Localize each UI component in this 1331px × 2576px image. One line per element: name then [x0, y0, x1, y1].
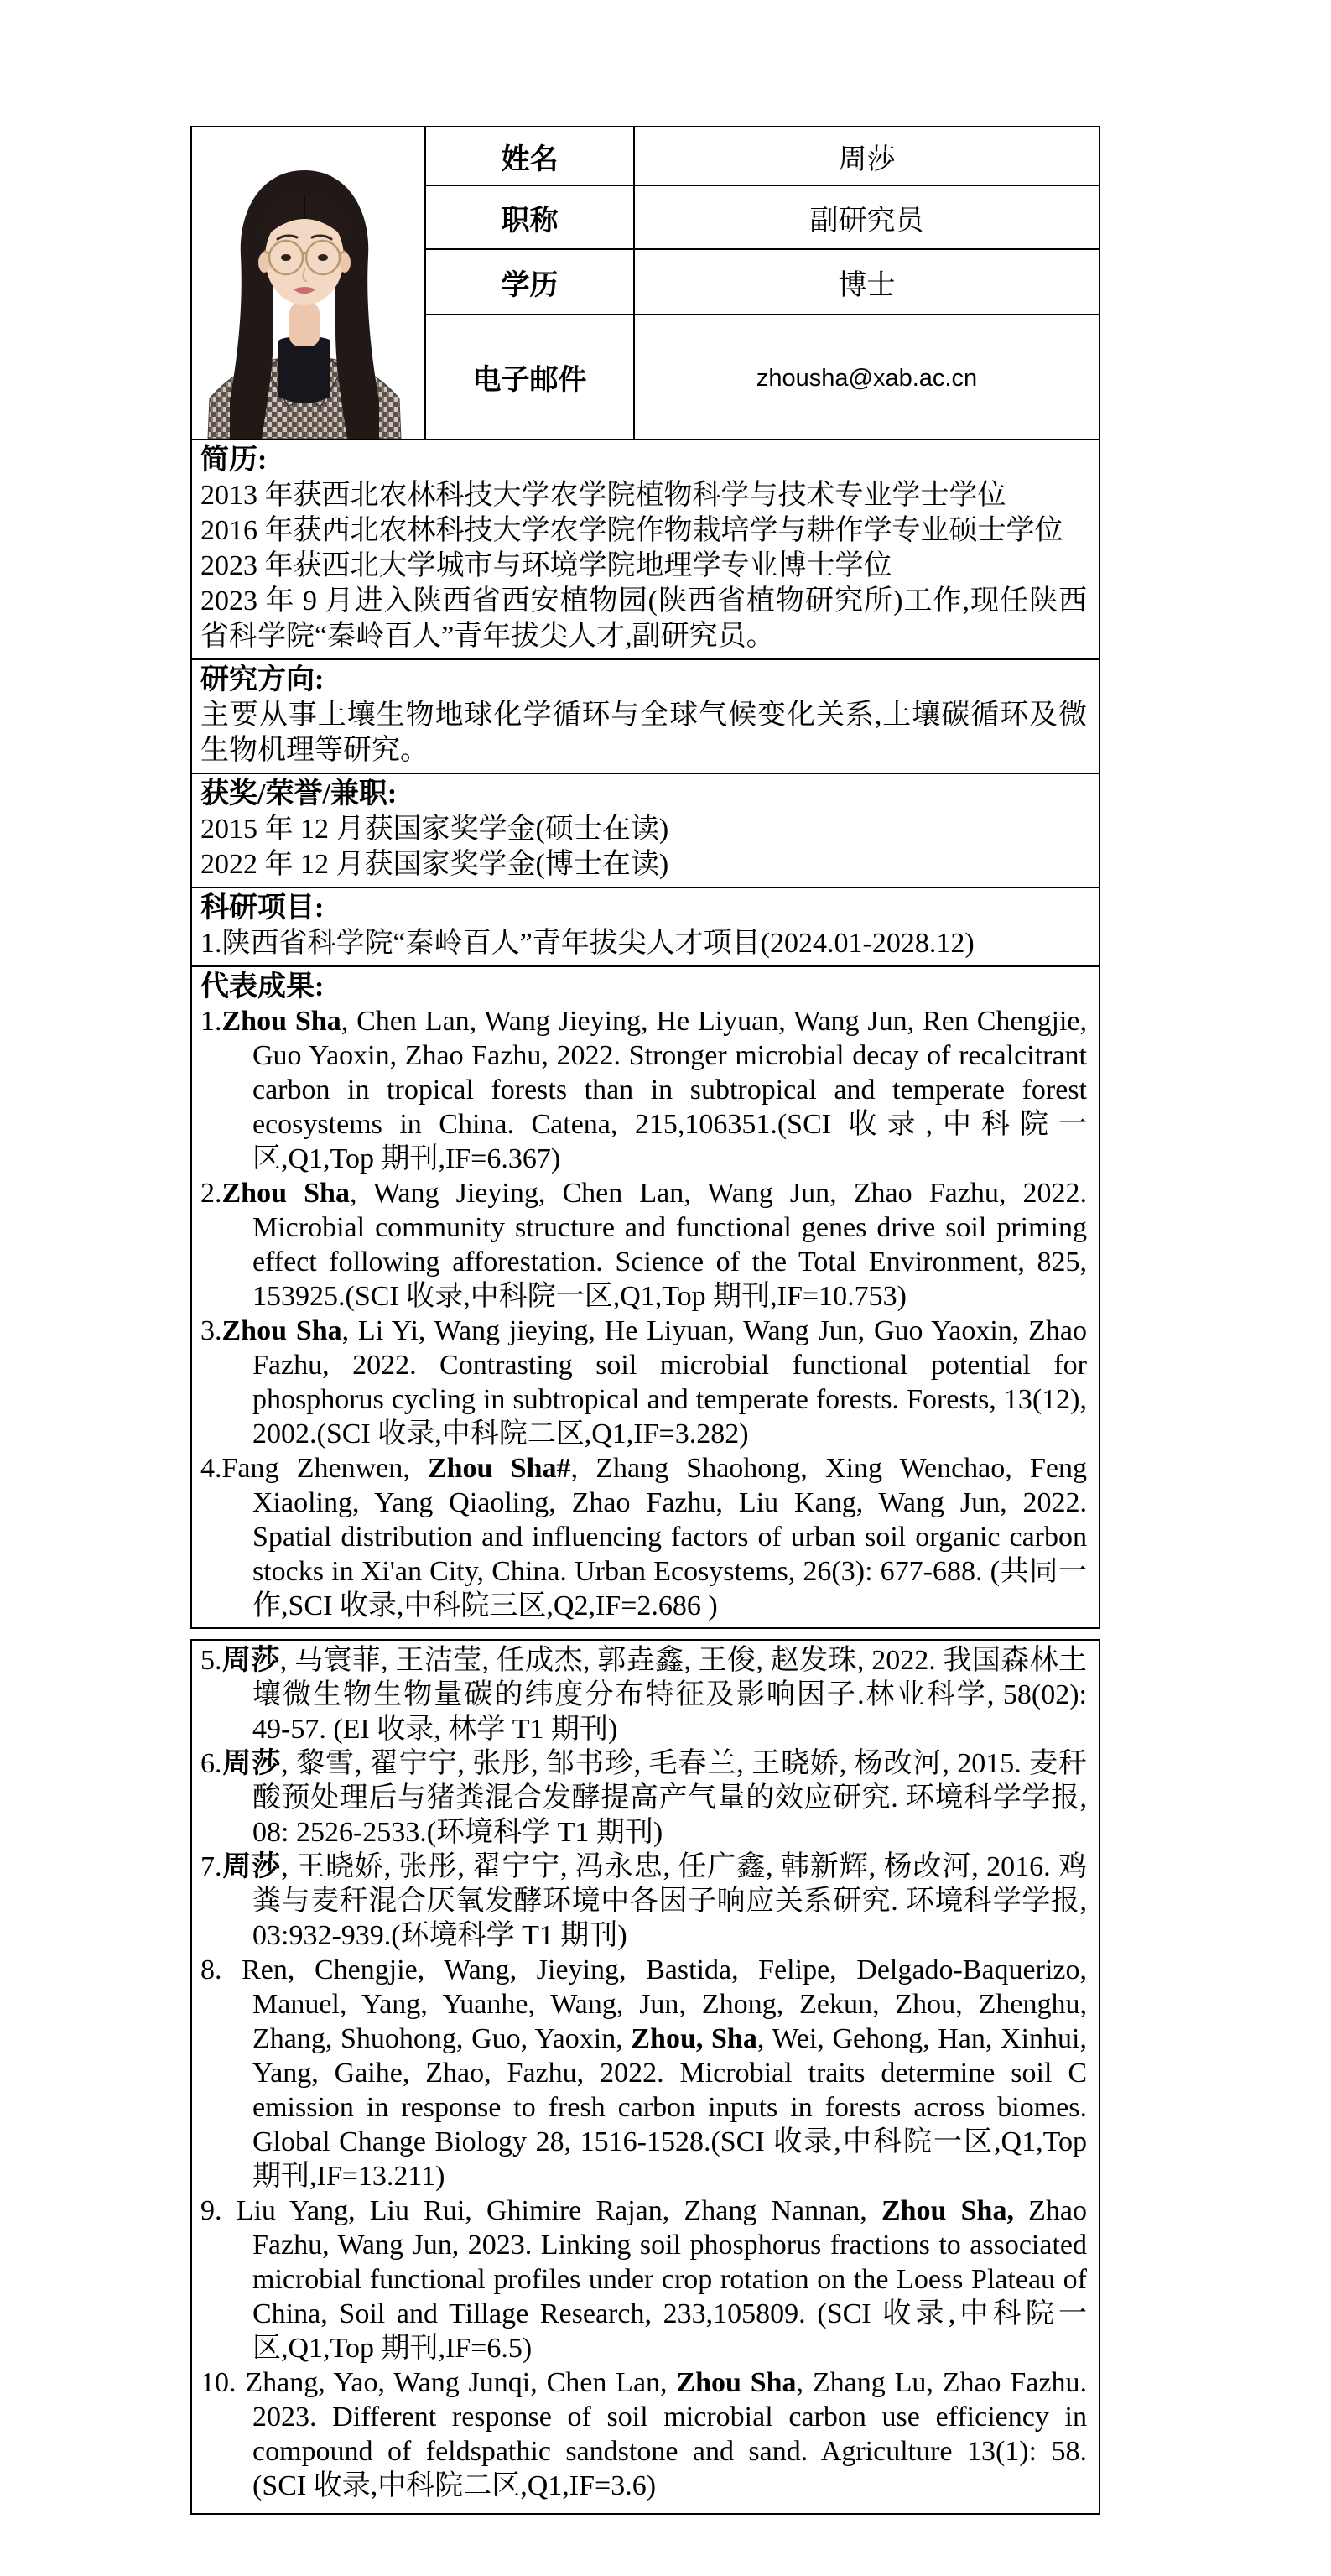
- publication-item: [200, 1953, 1087, 2194]
- profile-photo-cell: [191, 127, 425, 440]
- section-research-direction-title: 研究方向:: [200, 664, 325, 695]
- publication-author-highlight: Zhou Sha,: [881, 2195, 1014, 2226]
- publication-text: 2.: [200, 1178, 222, 1209]
- publication-text: 7.: [200, 1851, 222, 1882]
- publication-text: 9. Liu Yang, Liu Rui, Ghimire Rajan, Zhang Nannan,: [200, 2195, 881, 2226]
- field-value-degree: 博士: [634, 249, 1100, 315]
- publication-text: 1.: [200, 1006, 222, 1037]
- section-line: 1.陕西省科学院“秦岭百人”青年拔尖人才项目(2024.01-2028.12): [200, 928, 975, 959]
- publication-text: , Wei, Gehong, Han, Xinhui, Yang, Gaihe, Zhao, Fazhu, 2022. Microbial traits determine soil C emission in response to fresh carbon inputs in forests across biomes. Global Change Biology 28, 1516-1528.(SCI 收录,中科院一区,Q1,Top 期刊,IF=13.211): [252, 2023, 1088, 2192]
- publication-text: 8. Ren, Chengjie, Wang, Jieying, Bastida, Felipe, Delgado-Baquerizo, Manuel, Yang, Yuanhe, Wang, Jun, Zhong, Zekun, Zhou, Zhenghu, Zhang, Shuohong, Guo, Yaoxin,: [200, 1954, 1087, 2054]
- publication-item: [200, 1176, 1087, 1314]
- section-resume-lines: [200, 478, 1087, 654]
- publication-text: , 马寰菲, 王洁莹, 任成杰, 郭垚鑫, 王俊, 赵发珠, 2022. 我国森林土壤微生物生物量碳的纬度分布特征及影响因子.林业科学, 58(02): 49-57. (EI 收录, 林学 T1 期刊): [252, 1645, 1087, 1745]
- publication-item: [200, 2194, 1087, 2365]
- section-line: 2023 年获西北大学城市与环境学院地理学专业博士学位: [200, 550, 892, 581]
- section-line: 2022 年 12 月获国家奖学金(博士在读): [200, 849, 669, 880]
- field-label-title: 职称: [425, 185, 634, 249]
- section-projects-lines: [200, 926, 1087, 961]
- publication-list-1: [200, 1004, 1087, 1623]
- section-awards: [190, 774, 1100, 888]
- section-publications-part1: [190, 967, 1100, 1629]
- publication-item: [200, 2365, 1087, 2503]
- publication-text: 10. Zhang, Yao, Wang Junqi, Chen Lan,: [200, 2367, 677, 2398]
- publication-author-highlight: Zhou, Sha: [631, 2023, 757, 2054]
- field-label-email: 电子邮件: [425, 315, 634, 440]
- section-research-direction-lines: [200, 698, 1087, 768]
- section-publications-title: 代表成果:: [200, 971, 325, 1002]
- publication-text: , 王晓娇, 张彤, 翟宁宁, 冯永忠, 任广鑫, 韩新辉, 杨改河, 2016. 鸡粪与麦秆混合厌氧发酵环境中各因子响应关系研究. 环境科学学报, 03:932-939.(环境科学 T1 期刊): [252, 1851, 1087, 1951]
- email-text: zhousha@xab.ac.cn: [756, 364, 978, 392]
- section-line: 2015 年 12 月获国家奖学金(硕士在读): [200, 814, 669, 845]
- publication-text: 3.: [200, 1315, 222, 1346]
- publication-item: [200, 1850, 1087, 1953]
- section-line: 主要从事土壤生物地球化学循环与全球气候变化关系,土壤碳循环及微生物机理等研究。: [200, 700, 1087, 766]
- section-resume: [190, 440, 1100, 660]
- portrait-photo: [196, 145, 413, 439]
- profile-table: [190, 126, 1100, 440]
- field-value-title: 副研究员: [634, 185, 1100, 249]
- publication-text: , Li Yi, Wang jieying, He Liyuan, Wang Jun, Guo Yaoxin, Zhao Fazhu, 2022. Contrasting soil microbial functional potential for phosphorus cycling in subtropical and temperate forests. Forests, 13(12), 2002.(SCI 收录,中科院二区,Q1,IF=3.282): [252, 1315, 1087, 1449]
- field-label-degree: 学历: [425, 249, 634, 315]
- publication-text: , Chen Lan, Wang Jieying, He Liyuan, Wang Jun, Ren Chengjie, Guo Yaoxin, Zhao Fazhu, 2022. Stronger microbial decay of recalcitrant carbon in tropical forests than in subtropical and temperate forest ecosystems in China. Catena, 215,106351.(SCI 收录,中科院一区,Q1,Top 期刊,IF=6.367): [252, 1006, 1087, 1174]
- publication-author-highlight: Zhou Sha: [221, 1006, 341, 1037]
- section-line: 2013 年获西北农林科技大学农学院植物科学与技术专业学士学位: [200, 480, 1006, 511]
- field-value-email: [634, 315, 1100, 440]
- publication-item: [200, 1004, 1087, 1176]
- cv-document: [190, 126, 1100, 2515]
- section-projects-title: 科研项目:: [200, 892, 325, 924]
- publication-text: 6.: [200, 1748, 222, 1779]
- publication-text: 4.Fang Zhenwen,: [200, 1453, 428, 1484]
- section-research-direction: [190, 660, 1100, 774]
- section-line: 2016 年获西北农林科技大学农学院作物栽培学与耕作学专业硕士学位: [200, 515, 1063, 546]
- section-publications-part2: [190, 1639, 1100, 2515]
- publication-item: [200, 1746, 1087, 1850]
- publication-text: , 黎雪, 翟宁宁, 张彤, 邹书珍, 毛春兰, 王晓娇, 杨改河, 2015. 麦秆酸预处理后与猪粪混合发酵提高产气量的效应研究. 环境科学学报, 08: 2526-2533.(环境科学 T1 期刊): [252, 1748, 1087, 1848]
- section-resume-title: 简历:: [200, 445, 268, 476]
- publication-text: , Wang Jieying, Chen Lan, Wang Jun, Zhao Fazhu, 2022. Microbial community structure and functional genes drive soil priming effect following afforestation. Science of the Total Environment, 825, 153925.(SCI 收录,中科院一区,Q1,Top 期刊,IF=10.753): [252, 1178, 1087, 1312]
- field-value-name: 周莎: [634, 127, 1100, 185]
- publication-text: Zhao Fazhu, Wang Jun, 2023. Linking soil phosphorus fractions to associated microbial functional profiles under crop rotation on the Loess Plateau of China, Soil and Tillage Research, 233,105809. (SCI 收录,中科院一区,Q1,Top 期刊,IF=6.5): [252, 2195, 1087, 2364]
- publication-author-highlight: 周莎: [221, 1645, 280, 1676]
- publication-author-highlight: 周莎: [221, 1748, 282, 1779]
- section-awards-title: 获奖/荣誉/兼职:: [200, 778, 398, 809]
- section-projects: [190, 888, 1100, 967]
- publication-author-highlight: 周莎: [221, 1851, 282, 1882]
- publication-author-highlight: Zhou Sha#: [427, 1453, 571, 1484]
- publication-text: 5.: [200, 1645, 222, 1676]
- publication-author-highlight: Zhou Sha: [221, 1178, 350, 1209]
- publication-item: [200, 1451, 1087, 1623]
- field-label-name: 姓名: [425, 127, 634, 185]
- publication-list-2: [200, 1643, 1087, 2503]
- section-awards-lines: [200, 812, 1087, 882]
- publication-author-highlight: Zhou Sha: [676, 2367, 797, 2398]
- publication-text: , Zhang Lu, Zhao Fazhu. 2023. Different response of soil microbial carbon use efficiency in compound of feldspathic sandstone and sand. Agriculture 13(1): 58. (SCI 收录,中科院二区,Q1,IF=3.6): [252, 2367, 1087, 2501]
- publication-item: [200, 1643, 1087, 1746]
- section-line: 2023 年 9 月进入陕西省西安植物园(陕西省植物研究所)工作,现任陕西省科学院“秦岭百人”青年拔尖人才,副研究员。: [200, 585, 1087, 652]
- publication-item: [200, 1314, 1087, 1451]
- publication-author-highlight: Zhou Sha: [221, 1315, 342, 1346]
- publication-text: , Zhang Shaohong, Xing Wenchao, Feng Xiaoling, Yang Qiaoling, Zhao Fazhu, Liu Kang, Wang Jun, 2022. Spatial distribution and influencing factors of urban soil organic carbon stocks in Xi'an City, China. Urban Ecosystems, 26(3): 677-688. (共同一作,SCI 收录,中科院三区,Q2,IF=2.686 ): [252, 1453, 1087, 1621]
